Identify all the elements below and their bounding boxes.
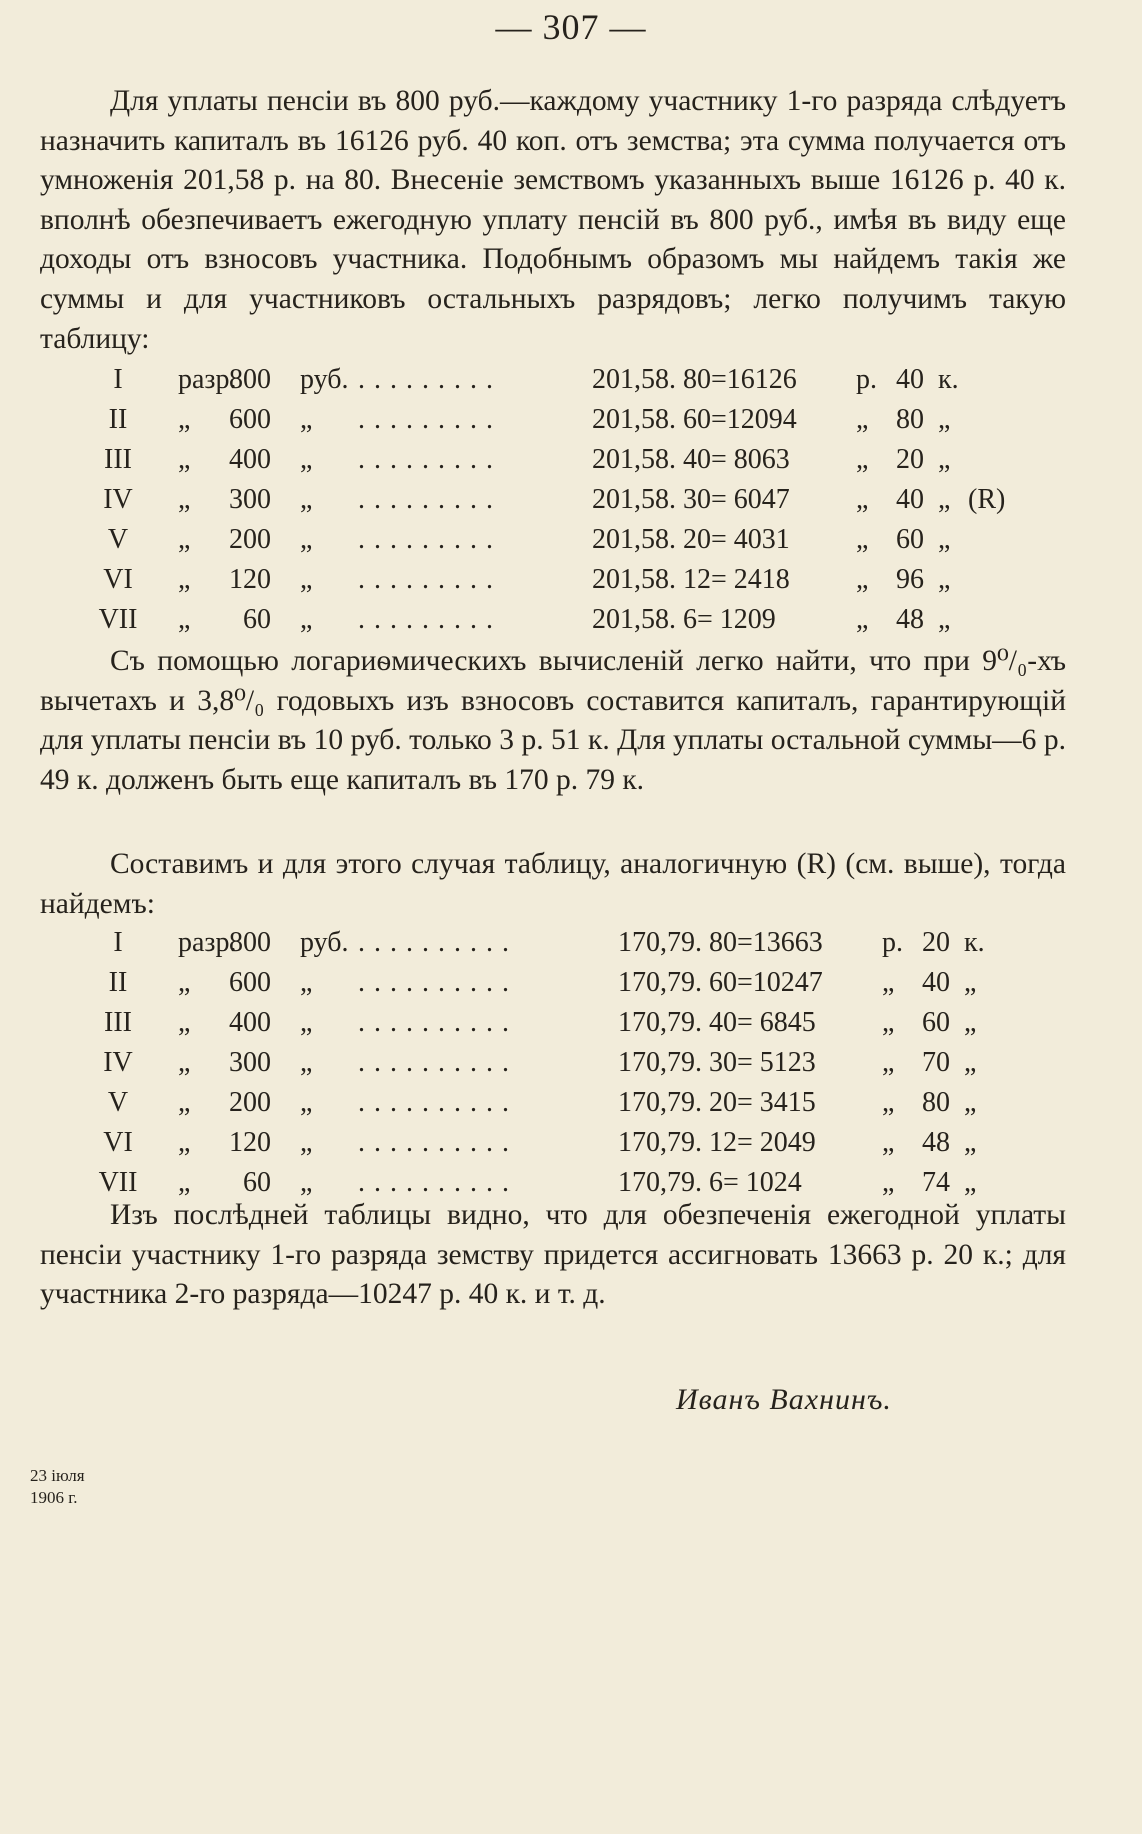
cell-cat: IV <box>103 484 133 515</box>
table-row <box>40 1083 1080 1123</box>
table-row <box>40 963 1080 1003</box>
cell-cat: I <box>113 927 123 958</box>
table-row <box>40 1123 1080 1163</box>
cell-dots: . . . . . . . . . . <box>358 1127 510 1158</box>
cell-k: „ <box>964 1087 977 1118</box>
table-row <box>40 600 1080 640</box>
cell-dots: . . . . . . . . . . <box>358 1047 510 1078</box>
cell-kop: 96 <box>896 564 924 595</box>
cell-kop: 40 <box>896 364 924 395</box>
cell-kop: 60 <box>896 524 924 555</box>
cell-cat: VI <box>103 564 133 595</box>
cell-k: „ <box>938 604 951 635</box>
cell-mark: (R) <box>968 484 1006 515</box>
cell-razr: „ <box>178 484 191 515</box>
cell-kop: 74 <box>922 1167 950 1198</box>
cell-kop: 20 <box>922 927 950 958</box>
cell-expr: 170,79. 60=10247 <box>618 967 823 998</box>
cell-kop: 80 <box>896 404 924 435</box>
table-row <box>40 440 1080 480</box>
cell-rub: „ <box>856 444 869 475</box>
cell-kop: 70 <box>922 1047 950 1078</box>
table-row <box>40 400 1080 440</box>
cell-rub: „ <box>856 564 869 595</box>
cell-expr: 201,58. 80=16126 <box>592 364 797 395</box>
cell-dots: . . . . . . . . . <box>358 484 494 515</box>
cell-dots: . . . . . . . . . . <box>358 967 510 998</box>
cell-expr: 201,58. 60=12094 <box>592 404 797 435</box>
table-row <box>40 1043 1080 1083</box>
cell-rub: р. <box>882 927 903 958</box>
cell-expr: 170,79. 80=13663 <box>618 927 823 958</box>
cell-rub: „ <box>882 1047 895 1078</box>
cell-razr: „ <box>178 1127 191 1158</box>
cell-dots: . . . . . . . . . <box>358 444 494 475</box>
cell-rub: „ <box>882 1167 895 1198</box>
date-line-2: 1906 г. <box>30 1488 78 1507</box>
cell-amount: 60 <box>243 604 271 635</box>
cell-expr: 170,79. 6= 1024 <box>618 1167 802 1198</box>
cell-cat: V <box>107 524 129 555</box>
cell-amount: 400 <box>229 444 271 475</box>
cell-rub: „ <box>856 604 869 635</box>
cell-amount: 300 <box>229 484 271 515</box>
cell-expr: 170,79. 30= 5123 <box>618 1047 816 1078</box>
cell-dots: . . . . . . . . . <box>358 604 494 635</box>
cell-dots: . . . . . . . . . <box>358 404 494 435</box>
cell-k: „ <box>938 564 951 595</box>
cell-cat: IV <box>103 1047 133 1078</box>
cell-razr: „ <box>178 604 191 635</box>
cell-expr: 201,58. 12= 2418 <box>592 564 790 595</box>
paragraph-3: Составимъ и для этого случая таблицу, аналогичную (R) (см. выше), тогда найдемъ: <box>40 848 1066 920</box>
cell-dots: . . . . . . . . . <box>358 564 494 595</box>
cell-amount: 600 <box>229 404 271 435</box>
cell-unit: „ <box>300 1047 313 1078</box>
table-row <box>40 1003 1080 1043</box>
cell-razr: „ <box>178 564 191 595</box>
cell-kop: 48 <box>922 1127 950 1158</box>
cell-dots: . . . . . . . . . <box>358 524 494 555</box>
cell-cat: VII <box>98 604 138 635</box>
cell-dots: . . . . . . . . . . <box>358 927 510 958</box>
cell-amount: 120 <box>229 1127 271 1158</box>
cell-amount: 600 <box>229 967 271 998</box>
cell-unit: „ <box>300 524 313 555</box>
cell-razr: разр. <box>178 927 237 958</box>
cell-cat: I <box>113 364 123 395</box>
cell-k: „ <box>938 484 951 515</box>
cell-rub: р. <box>856 364 877 395</box>
cell-razr: „ <box>178 524 191 555</box>
paragraph-1: Для уплаты пенсіи въ 800 руб.—каждому участнику 1-го разряда слѣдуетъ назначить капиталъ въ 16126 руб. 40 коп. отъ земства; эта сумма получается отъ умноженія 201,58 р. на 80. Внесеніе земствомъ указанныхъ выше 16126 р. 40 к. вполнѣ обезпечиваетъ ежегодную уплату пенсій въ 800 руб., имѣя въ виду еще доходы отъ взносовъ участника. Подобнымъ образомъ мы найдемъ такія же суммы и для участниковъ остальныхъ разрядовъ; легко получимъ такую таблицу: <box>40 85 1066 355</box>
cell-unit: „ <box>300 604 313 635</box>
cell-expr: 201,58. 40= 8063 <box>592 444 790 475</box>
cell-razr: „ <box>178 1007 191 1038</box>
cell-amount: 60 <box>243 1167 271 1198</box>
cell-amount: 800 <box>229 927 271 958</box>
cell-cat: III <box>104 1007 132 1038</box>
cell-k: „ <box>964 1047 977 1078</box>
cell-unit: „ <box>300 404 313 435</box>
cell-kop: 60 <box>922 1007 950 1038</box>
cell-unit: „ <box>300 1167 313 1198</box>
cell-k: „ <box>964 1007 977 1038</box>
cell-rub: „ <box>856 404 869 435</box>
cell-expr: 170,79. 40= 6845 <box>618 1007 816 1038</box>
cell-rub: „ <box>882 967 895 998</box>
table-row <box>40 923 1080 963</box>
cell-unit: „ <box>300 967 313 998</box>
cell-k: „ <box>938 404 951 435</box>
cell-k: „ <box>964 1167 977 1198</box>
cell-unit: „ <box>300 1007 313 1038</box>
cell-razr: „ <box>178 444 191 475</box>
cell-razr: „ <box>178 1047 191 1078</box>
cell-expr: 201,58. 6= 1209 <box>592 604 776 635</box>
cell-kop: 40 <box>922 967 950 998</box>
cell-razr: разр. <box>178 364 237 395</box>
cell-kop: 40 <box>896 484 924 515</box>
table-row <box>40 560 1080 600</box>
cell-expr: 201,58. 20= 4031 <box>592 524 790 555</box>
cell-unit: „ <box>300 484 313 515</box>
date-line-1: 23 іюля <box>30 1466 85 1485</box>
cell-cat: VII <box>98 1167 138 1198</box>
cell-razr: „ <box>178 404 191 435</box>
cell-cat: V <box>107 1087 129 1118</box>
cell-cat: III <box>104 444 132 475</box>
cell-unit: „ <box>300 444 313 475</box>
cell-dots: . . . . . . . . . <box>358 364 494 395</box>
cell-unit: „ <box>300 564 313 595</box>
cell-unit: руб. <box>300 927 349 958</box>
paragraph-2: Съ помощью логариѳмическихъ вычисленій легко найти, что при 9⁰/₀-хъ вычетахъ и 3,8⁰/₀ годовыхъ изъ взносовъ составится капиталъ, гарантирующій для уплаты пенсіи въ 10 руб. только 3 р. 51 к. Для уплаты остальной суммы—6 р. 49 к. долженъ быть еще капиталъ въ 170 р. 79 к. <box>40 645 1066 796</box>
cell-k: „ <box>938 524 951 555</box>
cell-expr: 201,58. 30= 6047 <box>592 484 790 515</box>
paragraph-4: Изъ послѣдней таблицы видно, что для обезпеченія ежегодной уплаты пенсіи участнику 1-го разряда земству придется ассигновать 13663 р. 20 к.; для участника 2-го разряда—10247 р. 40 к. и т. д. <box>40 1199 1066 1311</box>
cell-dots: . . . . . . . . . . <box>358 1167 510 1198</box>
cell-razr: „ <box>178 967 191 998</box>
cell-rub: „ <box>882 1087 895 1118</box>
cell-expr: 170,79. 20= 3415 <box>618 1087 816 1118</box>
cell-rub: „ <box>856 484 869 515</box>
cell-unit: руб. <box>300 364 349 395</box>
cell-amount: 800 <box>229 364 271 395</box>
cell-k: к. <box>938 364 959 395</box>
cell-dots: . . . . . . . . . . <box>358 1087 510 1118</box>
cell-kop: 80 <box>922 1087 950 1118</box>
cell-rub: „ <box>856 524 869 555</box>
cell-cat: II <box>108 967 128 998</box>
cell-razr: „ <box>178 1087 191 1118</box>
cell-kop: 48 <box>896 604 924 635</box>
cell-unit: „ <box>300 1087 313 1118</box>
page-number: — 307 — <box>495 7 647 47</box>
cell-amount: 400 <box>229 1007 271 1038</box>
cell-rub: „ <box>882 1007 895 1038</box>
table-row <box>40 480 1080 520</box>
author-signature: Иванъ Вахнинъ. <box>676 1383 892 1416</box>
cell-cat: II <box>108 404 128 435</box>
cell-k: „ <box>964 1127 977 1158</box>
cell-k: к. <box>964 927 985 958</box>
table-row <box>40 360 1080 400</box>
cell-k: „ <box>964 967 977 998</box>
cell-unit: „ <box>300 1127 313 1158</box>
cell-cat: VI <box>103 1127 133 1158</box>
table-row <box>40 520 1080 560</box>
cell-amount: 200 <box>229 524 271 555</box>
cell-k: „ <box>938 444 951 475</box>
cell-expr: 170,79. 12= 2049 <box>618 1127 816 1158</box>
cell-rub: „ <box>882 1127 895 1158</box>
cell-amount: 300 <box>229 1047 271 1078</box>
cell-dots: . . . . . . . . . . <box>358 1007 510 1038</box>
cell-amount: 200 <box>229 1087 271 1118</box>
cell-kop: 20 <box>896 444 924 475</box>
cell-razr: „ <box>178 1167 191 1198</box>
cell-amount: 120 <box>229 564 271 595</box>
